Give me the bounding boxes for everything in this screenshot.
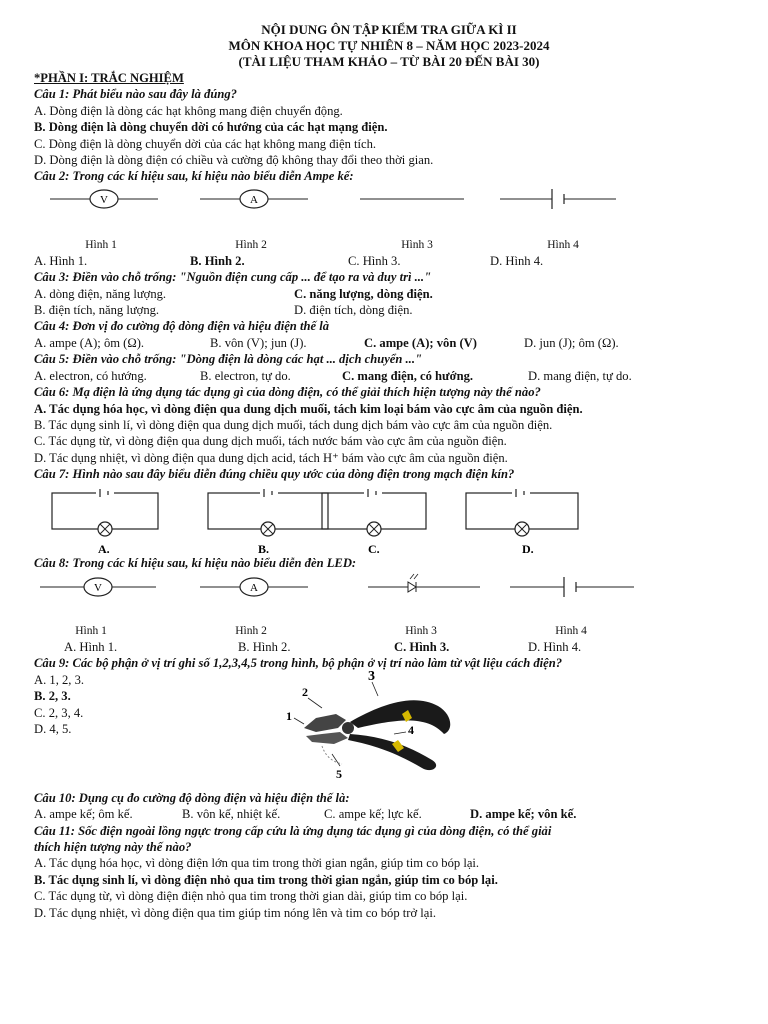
q8-fig-label-3: Hình 3 — [405, 624, 437, 637]
q8-symbols-svg — [34, 573, 744, 623]
q8-sym-a: A — [250, 581, 258, 594]
q11-option-c: C. Tác dụng từ, vì dòng điện điện nhỏ qua tim trong thời gian dài, giúp tim co bóp lại. — [34, 889, 468, 904]
q7-label-c: C. — [368, 541, 380, 555]
pliers-label-3: 3 — [368, 668, 375, 684]
q2-symbol-figure — [34, 187, 744, 237]
ammeter-symbol — [200, 190, 308, 208]
battery-symbol — [500, 189, 616, 209]
question-5-stem: Câu 5: Điền vào chỗ trống: "Dòng điện là dòng các hạt ... dịch chuyển ..." — [34, 352, 422, 367]
q3-option-c: C. năng lượng, dòng điện. — [294, 286, 433, 301]
q8-symbol-figure — [34, 573, 744, 623]
q1-option-c: C. Dòng điện là dòng chuyển dời của các hạt không mang điện tích. — [34, 136, 377, 151]
q8-fig-label-4: Hình 4 — [555, 624, 587, 637]
pliers-label-5: 5 — [336, 766, 342, 781]
q1-option-d: D. Dòng điện là dòng điện có chiều và cường độ không thay đổi theo thời gian. — [34, 153, 434, 168]
pliers-label-4: 4 — [408, 722, 414, 737]
q4-options — [34, 335, 744, 351]
q8-option-b: B. Hình 2. — [238, 639, 291, 654]
question-1-stem: Câu 1: Phát biểu nào sau đây là đúng? — [34, 87, 237, 102]
q7-label-d: D. — [522, 541, 534, 555]
battery-symbol — [510, 577, 634, 597]
q7-label-b: B. — [258, 541, 270, 555]
q2-option-d: D. Hình 4. — [490, 253, 544, 268]
q2-sym-v: V — [100, 193, 108, 206]
q6-option-d: D. Tác dụng nhiệt, vì dòng điện qua dung dịch acid, tách H⁺ bám vào cực âm của nguồn điện. — [34, 450, 508, 465]
q10-option-a: A. ampe kế; ôm kế. — [34, 807, 133, 822]
circuit-c — [322, 489, 426, 536]
q1-option-a: A. Dòng điện là dòng các hạt không mang điện chuyển động. — [34, 103, 343, 118]
question-3-stem: Câu 3: Điền vào chỗ trống: "Nguồn điện cung cấp ... để tạo ra và duy trì ..." — [34, 270, 432, 285]
q2-figure-labels — [34, 237, 744, 253]
q6-option-a: A. Tác dụng hóa học, vì dòng điện qua dung dịch muối, tách kim loại bám vào cực âm của nguồn điện. — [34, 401, 583, 416]
q6-option-c: C. Tác dụng từ, vì dòng điện qua dung dịch muối, tách nước bám vào cực âm của nguồn điện. — [34, 434, 507, 449]
q9-options — [34, 672, 84, 738]
q9-option-c: C. 2, 3, 4. — [34, 705, 84, 720]
q2-option-c: C. Hình 3. — [348, 253, 401, 268]
voltmeter-symbol — [40, 578, 156, 596]
q5-option-a: A. electron, có hướng. — [34, 368, 147, 383]
q7-circuits — [34, 483, 744, 555]
q3-option-b: B. điện tích, năng lượng. — [34, 303, 160, 318]
q11-option-b: B. Tác dụng sinh lí, vì dòng điện nhỏ qua tim trong thời gian ngắn, giúp tim co bóp lại. — [34, 872, 498, 887]
q2-fig-label-1: Hình 1 — [85, 238, 117, 251]
q8-option-c: C. Hình 3. — [394, 639, 450, 654]
q9-option-d: D. 4, 5. — [34, 721, 72, 736]
q3-options-row-1 — [34, 286, 744, 302]
q5-options — [34, 368, 744, 384]
q10-option-d: D. ampe kế; vôn kế. — [470, 807, 577, 822]
question-2-stem: Câu 2: Trong các kí hiệu sau, kí hiệu nào biểu diễn Ampe kế: — [34, 169, 354, 184]
q5-option-b: B. electron, tự do. — [200, 368, 291, 383]
section-heading: *PHẦN I: TRẮC NGHIỆM — [34, 71, 184, 85]
doc-title-line-2: MÔN KHOA HỌC TỰ NHIÊN 8 – NĂM HỌC 2023-2024 — [228, 38, 550, 53]
q9-body — [34, 668, 744, 790]
question-9-stem: Câu 9: Các bộ phận ở vị trí ghi số 1,2,3,4,5 trong hình, bộ phận ở vị trí nào làm từ vật liệu cách điện? — [34, 656, 563, 671]
question-11-stem-line-2: thích hiện tượng này thế nào? — [34, 839, 192, 854]
q8-fig-label-1: Hình 1 — [75, 624, 107, 637]
q5-option-d: D. mang điện, tự do. — [528, 368, 632, 383]
question-8-stem: Câu 8: Trong các kí hiệu sau, kí hiệu nào biểu diễn đèn LED: — [34, 555, 357, 570]
document-page — [34, 22, 744, 921]
q2-option-b: B. Hình 2. — [190, 253, 245, 268]
q4-option-c: C. ampe (A); vôn (V) — [364, 335, 477, 350]
q2-symbols-svg — [34, 187, 744, 237]
q2-options — [34, 253, 744, 269]
question-10-stem: Câu 10: Dụng cụ đo cường độ dòng điện và hiệu điện thế là: — [34, 790, 350, 805]
question-7-stem: Câu 7: Hình nào sau đây biểu diễn đúng chiều quy ước của dòng điện trong mạch điện kín? — [34, 467, 515, 482]
voltmeter-symbol — [50, 190, 158, 208]
q6-option-b: B. Tác dụng sinh lí, vì dòng điện qua dung dịch muối, tách dung dịch bám vào cực âm của nguồn điện. — [34, 417, 553, 432]
q4-option-a: A. ampe (A); ôm (Ω). — [34, 335, 145, 350]
q8-options — [34, 639, 744, 655]
pliers-illustration — [282, 666, 482, 784]
q2-fig-label-4: Hình 4 — [547, 238, 579, 251]
circuit-b — [208, 489, 328, 536]
q8-option-d: D. Hình 4. — [528, 639, 582, 654]
q3-option-a: A. dòng điện, năng lượng. — [34, 286, 167, 301]
circuit-d — [466, 489, 578, 536]
doc-title-line-1: NỘI DUNG ÔN TẬP KIỂM TRA GIỮA KÌ II — [261, 22, 517, 37]
led-symbol — [368, 574, 480, 592]
q10-options — [34, 806, 744, 822]
q4-option-b: B. vôn (V); jun (J). — [210, 335, 307, 350]
q2-sym-a: A — [250, 193, 258, 206]
q11-option-d: D. Tác dụng nhiệt, vì dòng điện qua tim giúp tim nóng lên và tim co bóp trở lại. — [34, 905, 437, 920]
pliers-label-2: 2 — [302, 684, 308, 699]
q10-option-c: C. ampe kế; lực kế. — [324, 807, 422, 822]
q4-option-d: D. jun (J); ôm (Ω). — [524, 335, 619, 350]
question-6-stem: Câu 6: Mạ điện là ứng dụng tác dụng gì của dòng điện, có thể giải thích hiện tượng này thế nào? — [34, 385, 541, 400]
q9-option-b: B. 2, 3. — [34, 689, 71, 704]
q11-option-a: A. Tác dụng hóa học, vì dòng điện lớn qua tim trong thời gian ngắn, giúp tim co bóp lại. — [34, 856, 480, 871]
q2-option-a: A. Hình 1. — [34, 253, 88, 268]
ammeter-symbol — [200, 578, 308, 596]
q8-sym-v: V — [94, 581, 102, 594]
circuit-a — [52, 489, 158, 536]
question-11-stem-line-1: Câu 11: Sốc điện ngoài lồng ngực trong cấp cứu là ứng dụng tác dụng gì của dòng điện, có thể giải — [34, 823, 552, 838]
q10-option-b: B. vôn kế, nhiệt kế. — [182, 807, 281, 822]
q7-circuits-svg — [34, 483, 744, 555]
q2-fig-label-3: Hình 3 — [401, 238, 433, 251]
q2-fig-label-2: Hình 2 — [235, 238, 267, 251]
q8-option-a: A. Hình 1. — [64, 639, 118, 654]
doc-title-line-3: (TÀI LIỆU THAM KHẢO – TỪ BÀI 20 ĐẾN BÀI 30) — [238, 54, 540, 69]
pliers-label-1: 1 — [286, 708, 292, 723]
q9-option-a: A. 1, 2, 3. — [34, 672, 85, 687]
question-4-stem: Câu 4: Đơn vị đo cường độ dòng điện và hiệu điện thế là — [34, 319, 329, 334]
q5-option-c: C. mang điện, có hướng. — [342, 368, 474, 383]
q7-label-a: A. — [98, 541, 110, 555]
q1-option-b: B. Dòng điện là dòng chuyển dời có hướng của các hạt mạng điện. — [34, 120, 388, 135]
q3-options-row-2 — [34, 302, 744, 318]
q8-figure-labels — [34, 623, 744, 639]
q8-fig-label-2: Hình 2 — [235, 624, 267, 637]
q3-option-d: D. điện tích, dòng điện. — [294, 303, 413, 318]
